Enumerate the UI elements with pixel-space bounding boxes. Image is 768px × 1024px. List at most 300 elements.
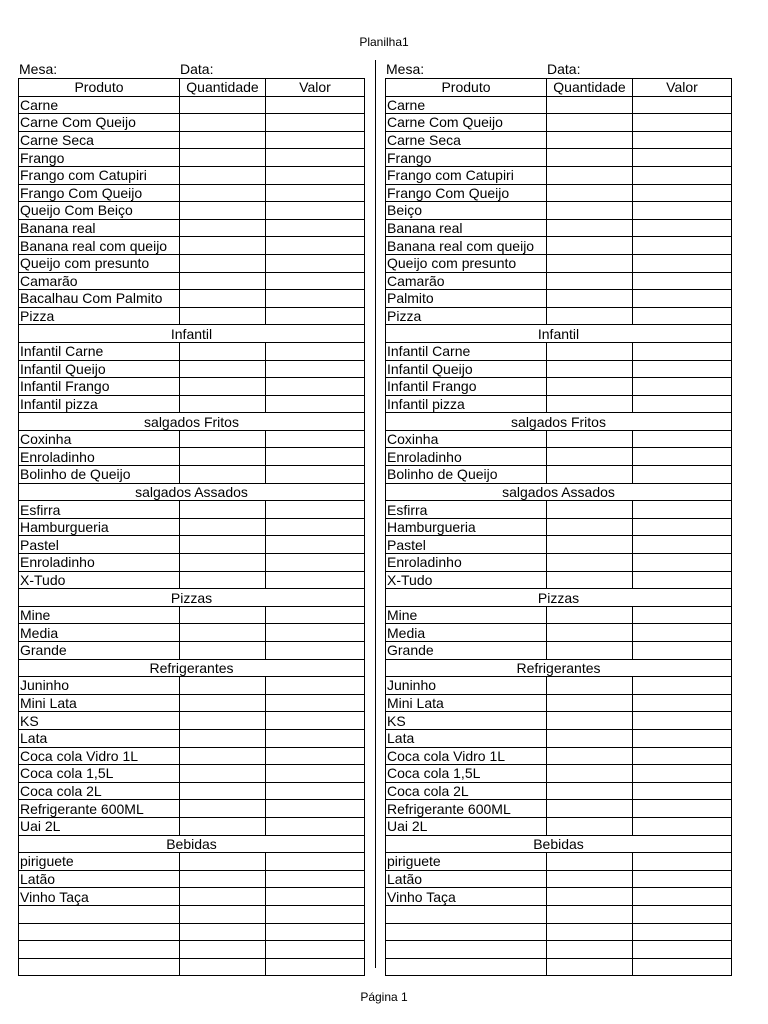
value-cell xyxy=(633,677,732,695)
quantity-cell xyxy=(547,378,633,396)
product-name-cell: Camarão xyxy=(19,272,180,290)
value-cell xyxy=(266,870,365,888)
value-cell xyxy=(266,817,365,835)
product-row xyxy=(386,395,732,413)
product-name-cell: Media xyxy=(386,624,547,642)
product-name-cell: Infantil pizza xyxy=(386,395,547,413)
product-row xyxy=(386,853,732,871)
data-label: Data: xyxy=(547,61,581,77)
product-row xyxy=(19,765,365,783)
product-name-cell: Carne xyxy=(19,96,180,114)
quantity-cell xyxy=(547,747,633,765)
product-row xyxy=(19,677,365,695)
quantity-cell xyxy=(180,905,266,923)
product-row xyxy=(19,114,365,132)
product-row xyxy=(19,817,365,835)
product-name-cell xyxy=(19,923,180,941)
category-row xyxy=(19,589,365,607)
product-row xyxy=(386,114,732,132)
product-row xyxy=(19,958,365,976)
value-cell xyxy=(633,501,732,519)
value-cell xyxy=(266,729,365,747)
product-row xyxy=(19,378,365,396)
product-name-cell xyxy=(19,941,180,959)
product-row xyxy=(386,448,732,466)
product-row xyxy=(19,202,365,220)
product-name-cell xyxy=(386,923,547,941)
product-name-cell: Infantil Queijo xyxy=(386,360,547,378)
product-row xyxy=(19,219,365,237)
category-label: Pizzas xyxy=(19,589,365,607)
value-cell xyxy=(266,800,365,818)
value-cell xyxy=(633,448,732,466)
quantity-cell xyxy=(547,712,633,730)
quantity-cell xyxy=(547,571,633,589)
value-cell xyxy=(633,624,732,642)
product-row xyxy=(386,747,732,765)
quantity-cell xyxy=(547,202,633,220)
quantity-cell xyxy=(180,131,266,149)
quantity-cell xyxy=(180,96,266,114)
product-name-cell: Uai 2L xyxy=(386,817,547,835)
product-name-cell: Coca cola 2L xyxy=(19,782,180,800)
value-cell xyxy=(266,307,365,325)
product-name-cell: Carne Seca xyxy=(19,131,180,149)
value-cell xyxy=(266,501,365,519)
quantity-cell xyxy=(547,501,633,519)
product-row xyxy=(19,518,365,536)
quantity-cell xyxy=(180,166,266,184)
value-cell xyxy=(266,378,365,396)
quantity-cell xyxy=(180,923,266,941)
quantity-cell xyxy=(547,149,633,167)
product-name-cell: Bolinho de Queijo xyxy=(19,466,180,484)
quantity-cell xyxy=(547,430,633,448)
quantity-cell xyxy=(180,958,266,976)
quantity-cell xyxy=(180,536,266,554)
product-row xyxy=(19,536,365,554)
product-row xyxy=(386,360,732,378)
page-divider xyxy=(375,60,376,968)
quantity-cell xyxy=(547,114,633,132)
product-row xyxy=(386,642,732,660)
quantity-cell xyxy=(547,642,633,660)
product-name-cell: Queijo com presunto xyxy=(19,254,180,272)
value-cell xyxy=(633,254,732,272)
order-form-right xyxy=(385,60,731,976)
product-name-cell: Frango com Catupiri xyxy=(19,166,180,184)
category-row xyxy=(19,659,365,677)
product-name-cell: Coxinha xyxy=(19,430,180,448)
product-name-cell: Banana real xyxy=(19,219,180,237)
quantity-cell xyxy=(547,166,633,184)
product-name-cell: Refrigerante 600ML xyxy=(386,800,547,818)
category-row xyxy=(386,589,732,607)
product-row xyxy=(386,554,732,572)
value-cell xyxy=(266,624,365,642)
quantity-cell xyxy=(180,254,266,272)
quantity-cell xyxy=(180,729,266,747)
product-row xyxy=(386,219,732,237)
quantity-cell xyxy=(180,378,266,396)
product-name-cell xyxy=(386,941,547,959)
product-name-cell: Media xyxy=(19,624,180,642)
quantity-cell xyxy=(180,501,266,519)
quantity-cell xyxy=(180,870,266,888)
value-cell xyxy=(633,800,732,818)
product-name-cell: piriguete xyxy=(19,853,180,871)
quantity-cell xyxy=(180,817,266,835)
quantity-cell xyxy=(180,184,266,202)
value-cell xyxy=(633,694,732,712)
value-cell xyxy=(266,395,365,413)
value-cell xyxy=(633,554,732,572)
product-row xyxy=(386,501,732,519)
category-row xyxy=(386,325,732,343)
quantity-cell xyxy=(547,518,633,536)
quantity-cell xyxy=(180,677,266,695)
quantity-cell xyxy=(180,448,266,466)
value-cell xyxy=(266,712,365,730)
value-cell xyxy=(266,905,365,923)
value-cell xyxy=(266,536,365,554)
product-row xyxy=(19,747,365,765)
category-label: salgados Assados xyxy=(386,483,732,501)
category-row xyxy=(386,413,732,431)
value-cell xyxy=(633,712,732,730)
value-cell xyxy=(266,272,365,290)
quantity-cell xyxy=(180,747,266,765)
product-row xyxy=(19,237,365,255)
quantity-cell xyxy=(180,149,266,167)
product-name-cell: Banana real com queijo xyxy=(386,237,547,255)
value-cell xyxy=(266,853,365,871)
column-header-produto: Produto xyxy=(386,79,547,97)
product-row xyxy=(19,166,365,184)
value-cell xyxy=(266,131,365,149)
value-cell xyxy=(266,677,365,695)
value-cell xyxy=(266,571,365,589)
product-row xyxy=(386,905,732,923)
quantity-cell xyxy=(180,430,266,448)
value-cell xyxy=(633,747,732,765)
product-name-cell: Frango Com Queijo xyxy=(19,184,180,202)
category-label: Refrigerantes xyxy=(19,659,365,677)
quantity-cell xyxy=(180,518,266,536)
quantity-cell xyxy=(547,729,633,747)
product-name-cell: Queijo com presunto xyxy=(386,254,547,272)
product-row xyxy=(386,624,732,642)
product-row xyxy=(386,606,732,624)
product-row xyxy=(19,184,365,202)
product-name-cell: Coxinha xyxy=(386,430,547,448)
value-cell xyxy=(266,114,365,132)
product-row xyxy=(19,272,365,290)
quantity-cell xyxy=(180,571,266,589)
value-cell xyxy=(633,888,732,906)
product-row xyxy=(19,571,365,589)
value-cell xyxy=(266,184,365,202)
quantity-cell xyxy=(547,219,633,237)
product-name-cell: Coca cola Vidro 1L xyxy=(19,747,180,765)
product-name-cell: Frango xyxy=(386,149,547,167)
product-name-cell: Enroladinho xyxy=(19,448,180,466)
product-row xyxy=(386,536,732,554)
value-cell xyxy=(633,571,732,589)
product-name-cell: Grande xyxy=(19,642,180,660)
quantity-cell xyxy=(180,219,266,237)
column-header-valor: Valor xyxy=(633,79,732,97)
product-row xyxy=(386,378,732,396)
product-row xyxy=(19,712,365,730)
category-label: Bebidas xyxy=(386,835,732,853)
value-cell xyxy=(633,378,732,396)
quantity-cell xyxy=(180,307,266,325)
product-row xyxy=(19,307,365,325)
product-name-cell xyxy=(19,958,180,976)
product-row xyxy=(386,96,732,114)
product-row xyxy=(19,888,365,906)
quantity-cell xyxy=(180,712,266,730)
product-row xyxy=(386,131,732,149)
product-name-cell: Infantil pizza xyxy=(19,395,180,413)
quantity-cell xyxy=(180,342,266,360)
value-cell xyxy=(633,941,732,959)
value-cell xyxy=(633,96,732,114)
product-row xyxy=(386,184,732,202)
product-name-cell: Enroladinho xyxy=(19,554,180,572)
product-row xyxy=(386,237,732,255)
value-cell xyxy=(633,466,732,484)
product-name-cell: piriguete xyxy=(386,853,547,871)
product-name-cell: KS xyxy=(19,712,180,730)
quantity-cell xyxy=(547,958,633,976)
product-name-cell: Carne Com Queijo xyxy=(19,114,180,132)
product-row xyxy=(19,96,365,114)
order-table xyxy=(18,78,365,976)
order-table-body xyxy=(386,96,732,976)
product-name-cell xyxy=(386,958,547,976)
value-cell xyxy=(633,536,732,554)
product-row xyxy=(386,888,732,906)
product-name-cell: Juninho xyxy=(386,677,547,695)
header-row xyxy=(386,79,732,97)
category-row xyxy=(386,483,732,501)
product-name-cell: Lata xyxy=(386,729,547,747)
product-row xyxy=(19,853,365,871)
product-row xyxy=(386,272,732,290)
value-cell xyxy=(266,202,365,220)
product-name-cell: Queijo Com Beiço xyxy=(19,202,180,220)
product-name-cell: Infantil Carne xyxy=(19,342,180,360)
value-cell xyxy=(266,360,365,378)
value-cell xyxy=(266,941,365,959)
product-name-cell: Pastel xyxy=(19,536,180,554)
product-name-cell: Coca cola Vidro 1L xyxy=(386,747,547,765)
quantity-cell xyxy=(547,254,633,272)
value-cell xyxy=(266,149,365,167)
value-cell xyxy=(633,202,732,220)
product-name-cell: Mine xyxy=(19,606,180,624)
value-cell xyxy=(633,430,732,448)
value-cell xyxy=(633,166,732,184)
quantity-cell xyxy=(547,307,633,325)
value-cell xyxy=(633,272,732,290)
data-label: Data: xyxy=(180,61,214,77)
product-name-cell: Infantil Frango xyxy=(19,378,180,396)
product-name-cell: Latão xyxy=(386,870,547,888)
product-row xyxy=(386,694,732,712)
category-label: salgados Assados xyxy=(19,483,365,501)
quantity-cell xyxy=(180,554,266,572)
product-name-cell: Banana real xyxy=(386,219,547,237)
column-header-produto: Produto xyxy=(19,79,180,97)
product-row xyxy=(19,131,365,149)
quantity-cell xyxy=(547,184,633,202)
quantity-cell xyxy=(180,114,266,132)
product-row xyxy=(19,905,365,923)
value-cell xyxy=(633,642,732,660)
value-cell xyxy=(266,448,365,466)
value-cell xyxy=(266,430,365,448)
quantity-cell xyxy=(180,941,266,959)
product-name-cell: Camarão xyxy=(386,272,547,290)
product-row xyxy=(386,729,732,747)
product-row xyxy=(19,395,365,413)
value-cell xyxy=(633,853,732,871)
product-name-cell: Carne xyxy=(386,96,547,114)
value-cell xyxy=(633,923,732,941)
product-name-cell: Grande xyxy=(386,642,547,660)
value-cell xyxy=(633,342,732,360)
product-row xyxy=(386,817,732,835)
product-row xyxy=(386,518,732,536)
value-cell xyxy=(266,96,365,114)
product-row xyxy=(19,448,365,466)
product-name-cell: Mine xyxy=(386,606,547,624)
product-name-cell: Lata xyxy=(19,729,180,747)
product-name-cell: Hamburgueria xyxy=(19,518,180,536)
value-cell xyxy=(266,554,365,572)
quantity-cell xyxy=(180,606,266,624)
value-cell xyxy=(633,395,732,413)
product-name-cell: Frango xyxy=(19,149,180,167)
value-cell xyxy=(266,166,365,184)
quantity-cell xyxy=(547,870,633,888)
value-cell xyxy=(633,131,732,149)
category-row xyxy=(19,413,365,431)
product-row xyxy=(19,149,365,167)
product-name-cell: Infantil Carne xyxy=(386,342,547,360)
value-cell xyxy=(266,958,365,976)
product-name-cell: X-Tudo xyxy=(19,571,180,589)
product-row xyxy=(19,800,365,818)
product-name-cell: Esfirra xyxy=(386,501,547,519)
product-row xyxy=(386,677,732,695)
quantity-cell xyxy=(180,800,266,818)
quantity-cell xyxy=(180,642,266,660)
value-cell xyxy=(633,782,732,800)
order-form-left xyxy=(18,60,364,976)
quantity-cell xyxy=(547,448,633,466)
quantity-cell xyxy=(547,96,633,114)
value-cell xyxy=(266,923,365,941)
mesa-label: Mesa: xyxy=(19,61,58,77)
quantity-cell xyxy=(547,765,633,783)
quantity-cell xyxy=(547,800,633,818)
value-cell xyxy=(633,870,732,888)
value-cell xyxy=(633,958,732,976)
product-row xyxy=(19,870,365,888)
product-row xyxy=(386,941,732,959)
value-cell xyxy=(633,905,732,923)
quantity-cell xyxy=(547,782,633,800)
value-cell xyxy=(633,307,732,325)
product-row xyxy=(19,554,365,572)
column-header-quantidade: Quantidade xyxy=(180,79,266,97)
product-row xyxy=(386,571,732,589)
column-header-valor: Valor xyxy=(266,79,365,97)
product-name-cell: Frango Com Queijo xyxy=(386,184,547,202)
quantity-cell xyxy=(180,290,266,308)
product-row xyxy=(19,941,365,959)
category-label: Pizzas xyxy=(386,589,732,607)
value-cell xyxy=(266,342,365,360)
value-cell xyxy=(266,606,365,624)
quantity-cell xyxy=(547,395,633,413)
product-row xyxy=(386,307,732,325)
product-row xyxy=(386,958,732,976)
quantity-cell xyxy=(547,131,633,149)
header-row xyxy=(19,79,365,97)
value-cell xyxy=(633,765,732,783)
product-name-cell xyxy=(19,905,180,923)
value-cell xyxy=(266,237,365,255)
category-label: Refrigerantes xyxy=(386,659,732,677)
product-name-cell: Hamburgueria xyxy=(386,518,547,536)
value-cell xyxy=(266,518,365,536)
quantity-cell xyxy=(547,237,633,255)
quantity-cell xyxy=(180,782,266,800)
product-name-cell: Beiço xyxy=(386,202,547,220)
quantity-cell xyxy=(547,905,633,923)
value-cell xyxy=(266,747,365,765)
product-row xyxy=(386,712,732,730)
product-name-cell: KS xyxy=(386,712,547,730)
quantity-cell xyxy=(547,694,633,712)
value-cell xyxy=(633,360,732,378)
product-row xyxy=(19,360,365,378)
product-name-cell: Mini Lata xyxy=(19,694,180,712)
form-header xyxy=(385,60,731,78)
product-name-cell: Coca cola 1,5L xyxy=(386,765,547,783)
value-cell xyxy=(633,518,732,536)
product-name-cell: Palmito xyxy=(386,290,547,308)
product-name-cell xyxy=(386,905,547,923)
product-row xyxy=(19,624,365,642)
product-row xyxy=(386,430,732,448)
product-row xyxy=(19,342,365,360)
product-name-cell: Infantil Queijo xyxy=(19,360,180,378)
value-cell xyxy=(266,765,365,783)
category-row xyxy=(19,325,365,343)
quantity-cell xyxy=(547,342,633,360)
value-cell xyxy=(633,149,732,167)
product-row xyxy=(19,466,365,484)
value-cell xyxy=(633,817,732,835)
product-name-cell: Pizza xyxy=(19,307,180,325)
category-label: Infantil xyxy=(386,325,732,343)
